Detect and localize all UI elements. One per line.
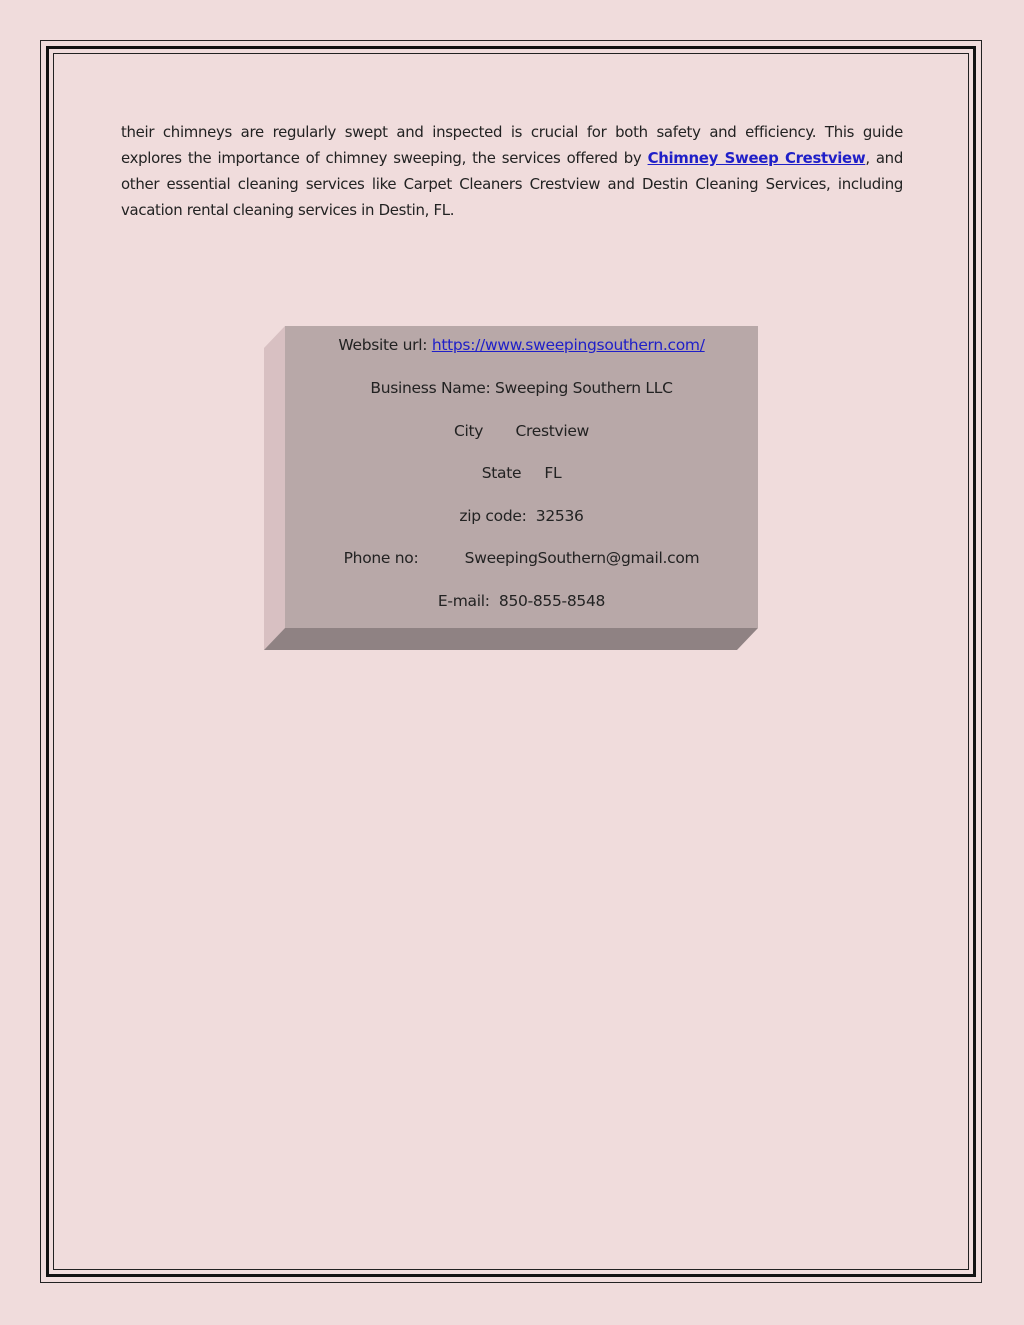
paragraph-text-before-link: their chimneys are regularly swept and inspected is crucial for both safety and efficiency. This guide explores the importance of chimney sweeping, the services offered by	[121, 123, 903, 167]
website-url-link[interactable]: https://www.sweepingsouthern.com/	[431, 336, 705, 354]
website-line	[285, 336, 758, 354]
email-line: E-mail: 850-855-8548	[437, 592, 606, 610]
contact-info-lines	[285, 326, 758, 628]
state-line: State FL	[481, 464, 562, 482]
website-label: Website url:	[338, 336, 432, 354]
phone-line: Phone no: SweepingSouthern@gmail.com	[343, 549, 700, 567]
paragraph-text-after-link: , and other essential cleaning services like Carpet Cleaners Crestview and Destin Cleaning Services, including vacation rental cleaning services in Destin, FL.	[121, 149, 903, 219]
intro-paragraph	[121, 119, 903, 223]
bevel-bottom-face	[264, 628, 758, 650]
chimney-sweep-crestview-link[interactable]: Chimney Sweep Crestview	[647, 149, 866, 167]
zip-code-line: zip code: 32536	[459, 507, 584, 525]
city-line: City Crestview	[453, 422, 590, 440]
contact-info-box	[264, 326, 758, 650]
page-border-inner	[53, 53, 969, 1270]
bevel-left-face	[264, 326, 285, 650]
business-name-line: Business Name: Sweeping Southern LLC	[370, 379, 673, 397]
